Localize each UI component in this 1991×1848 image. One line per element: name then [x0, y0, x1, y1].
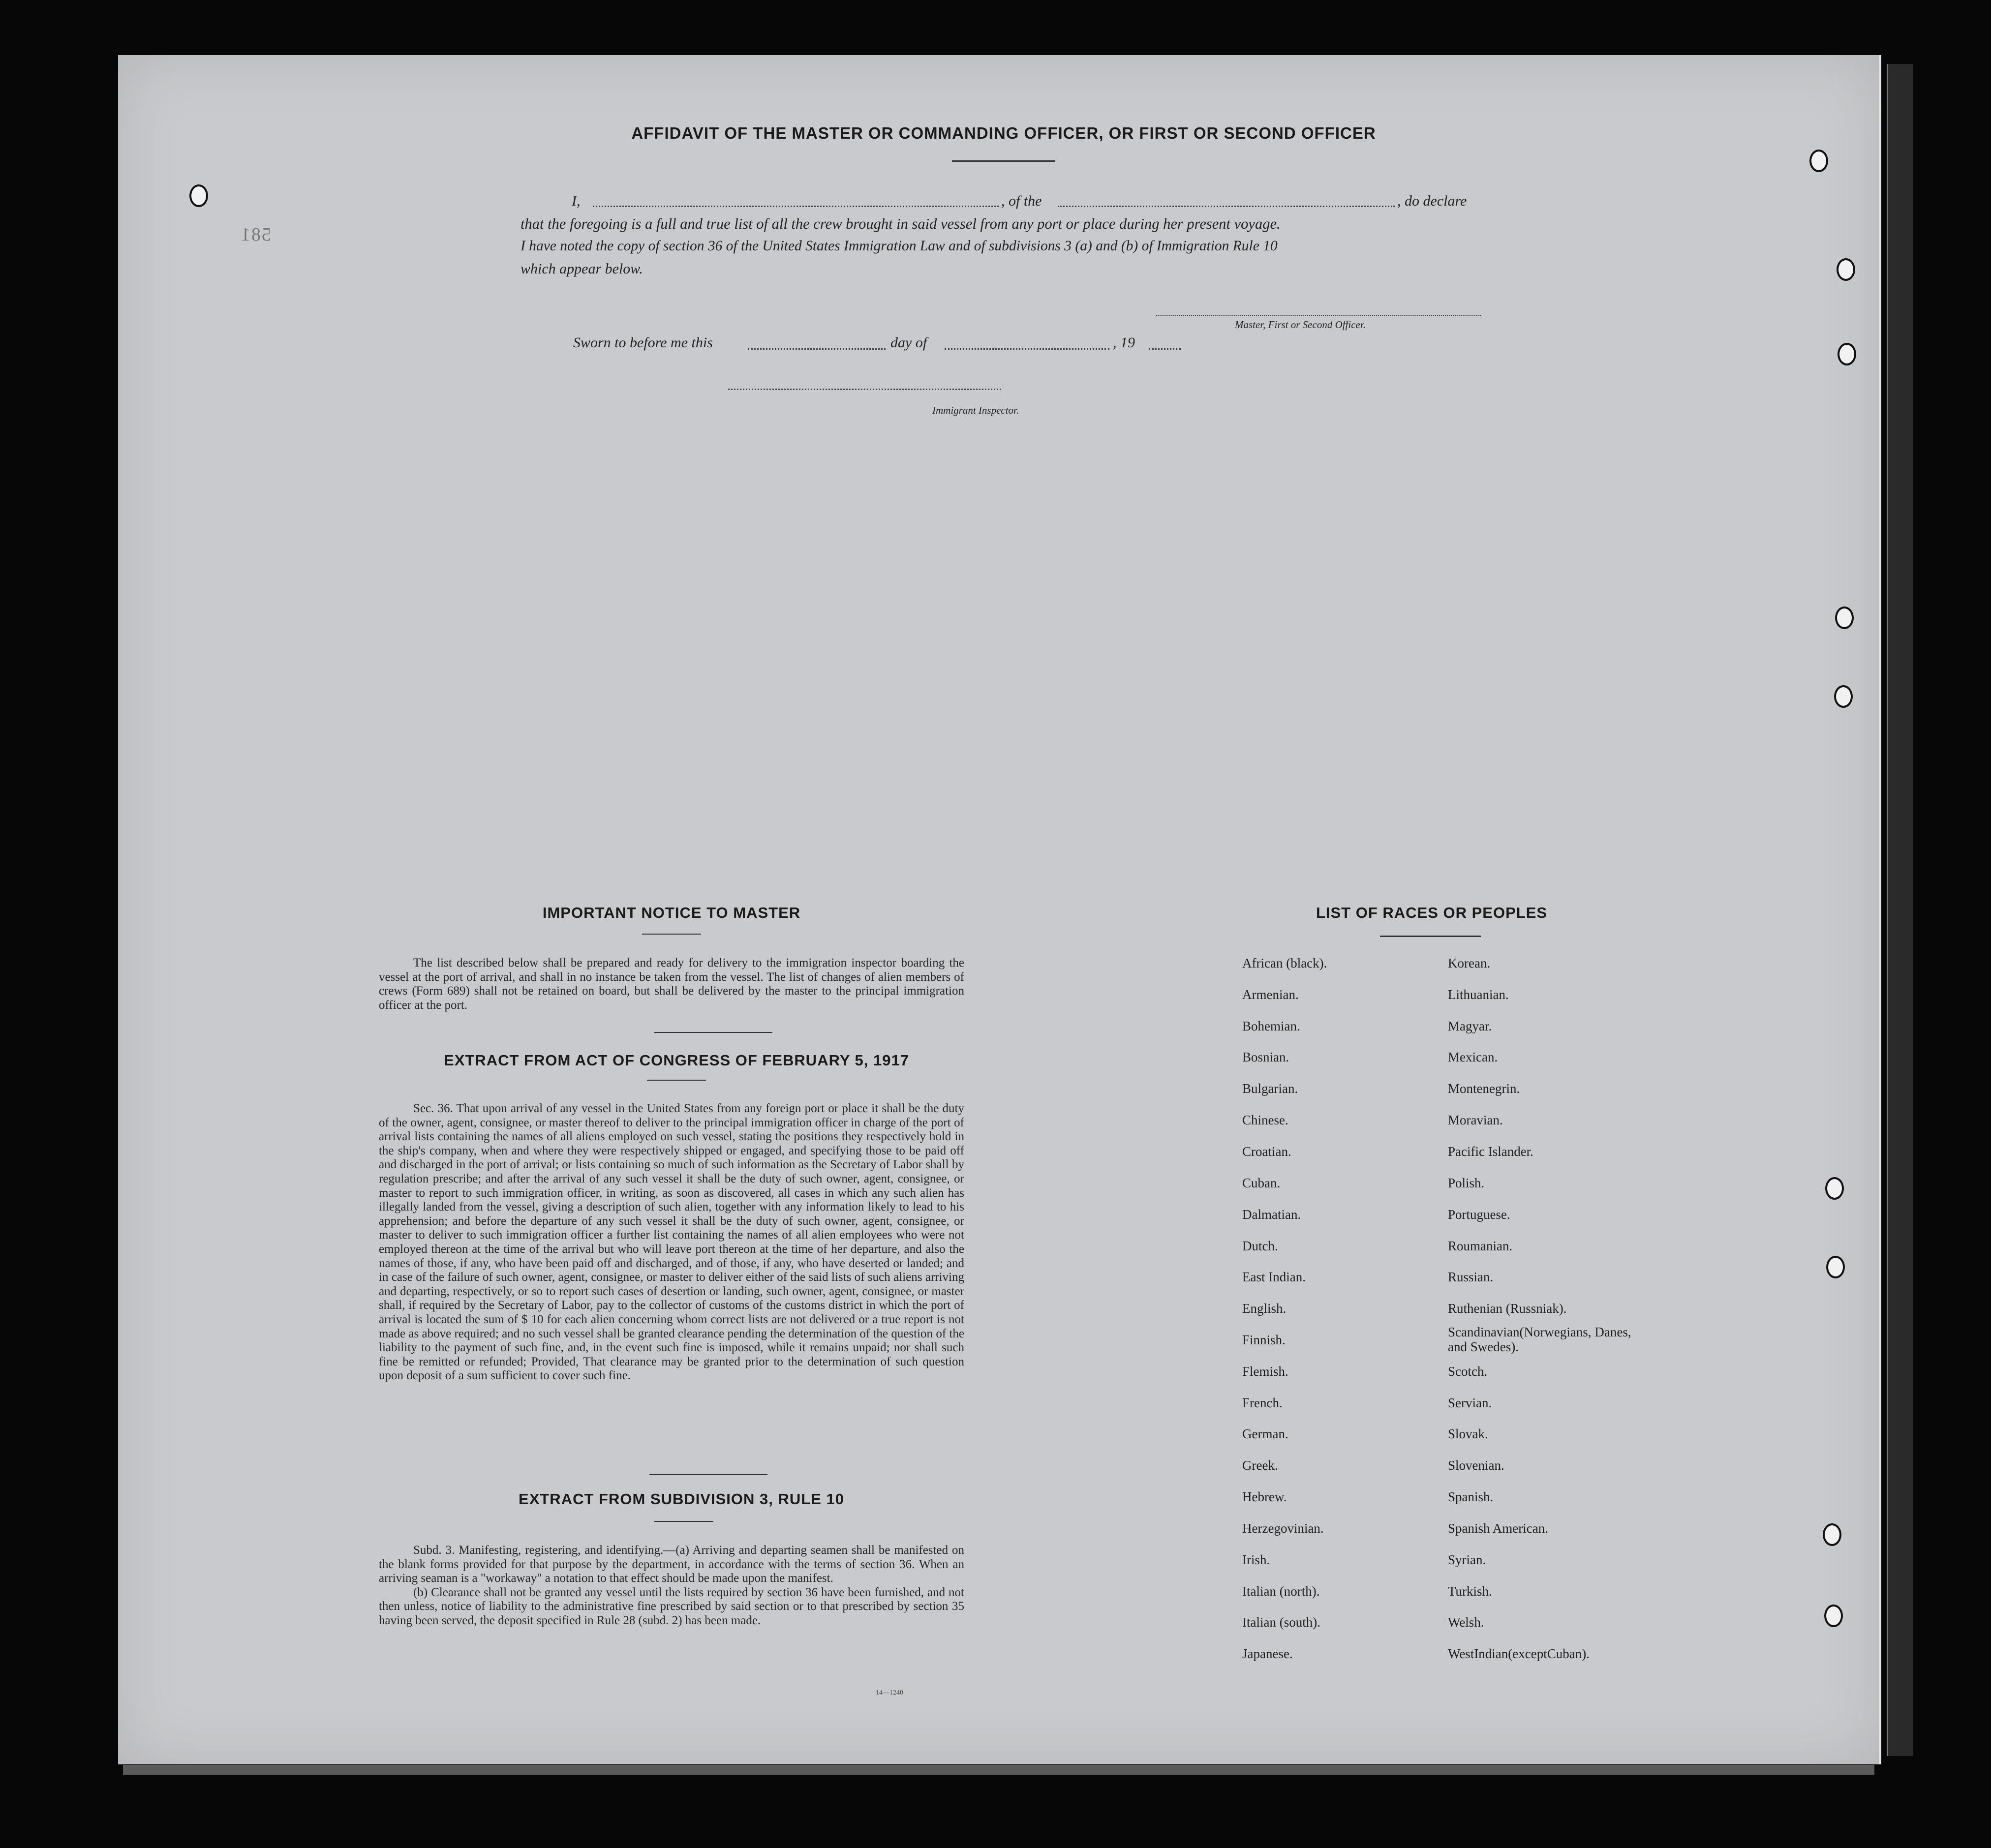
- handwritten-page-number: 581: [240, 224, 271, 245]
- notice-title-rule: [642, 934, 701, 935]
- race-item: Herzegovinian.: [1242, 1521, 1324, 1536]
- punch-hole: [189, 184, 208, 207]
- race-item: Cuban.: [1242, 1176, 1281, 1190]
- declaration-line-3: I have noted the copy of section 36 of the United States Immigration Law and of subdivisions 3 (a) and (b) of Immigration Rule 10: [521, 238, 1278, 254]
- race-item: French.: [1242, 1395, 1283, 1410]
- race-item: African (black).: [1242, 956, 1327, 970]
- race-item: Roumanian.: [1448, 1239, 1513, 1253]
- race-item: Russian.: [1448, 1270, 1494, 1284]
- races-title-rule: [1380, 936, 1481, 937]
- race-item: Finnish.: [1242, 1333, 1286, 1347]
- race-item: Flemish.: [1242, 1364, 1288, 1379]
- race-item: Croatian.: [1242, 1144, 1291, 1159]
- race-item: Ruthenian (Russniak).: [1448, 1301, 1567, 1316]
- form-number: 14—1240: [876, 1689, 903, 1697]
- signature-caption: Master, First or Second Officer.: [1235, 319, 1366, 331]
- race-item: Slovenian.: [1448, 1458, 1504, 1473]
- notice-text: [379, 956, 964, 1012]
- sworn-day-of-label: day of: [890, 334, 927, 351]
- race-item: Korean.: [1448, 956, 1491, 970]
- punch-hole: [1825, 1177, 1844, 1200]
- form-page: [118, 55, 1881, 1764]
- punch-hole: [1834, 685, 1853, 708]
- race-item: Bohemian.: [1242, 1019, 1300, 1033]
- rule-title-rule: [654, 1521, 713, 1522]
- race-item: Chinese.: [1242, 1113, 1288, 1127]
- sworn-day-blank[interactable]: [748, 348, 886, 350]
- race-item: Pacific Islander.: [1448, 1144, 1533, 1159]
- race-item: Dalmatian.: [1242, 1207, 1301, 1222]
- punch-hole: [1835, 606, 1854, 629]
- race-item: Greek.: [1242, 1458, 1278, 1473]
- page-bottom-edge: [123, 1765, 1874, 1775]
- of-the-label: , of the: [1001, 193, 1042, 209]
- race-item: Scotch.: [1448, 1364, 1488, 1379]
- race-item: Polish.: [1448, 1176, 1485, 1190]
- race-item: Moravian.: [1448, 1113, 1503, 1127]
- declaration-line-4: which appear below.: [521, 261, 643, 277]
- rule-title: EXTRACT FROM SUBDIVISION 3, RULE 10: [519, 1490, 844, 1508]
- race-item: Scandinavian(Norwegians, Danes, and Swedes).: [1448, 1325, 1631, 1354]
- race-item: Irish.: [1242, 1552, 1270, 1567]
- race-item: Italian (south).: [1242, 1615, 1320, 1630]
- affidavit-title-rule: [952, 160, 1055, 162]
- sworn-label: Sworn to before me this: [573, 334, 713, 351]
- race-item: Mexican.: [1448, 1050, 1498, 1064]
- vessel-blank[interactable]: [1058, 206, 1395, 207]
- declaration-line-2: that the foregoing is a full and true list of all the crew brought in said vessel from any port or place during her present voyage.: [521, 215, 1281, 232]
- declaration-i: I,: [572, 193, 581, 209]
- inspector-signature-line[interactable]: [728, 389, 1001, 390]
- race-item: Montenegrin.: [1448, 1081, 1520, 1096]
- sworn-month-blank[interactable]: [945, 348, 1109, 350]
- inspector-caption: Immigrant Inspector.: [932, 404, 1019, 416]
- sworn-year-blank[interactable]: [1149, 348, 1181, 350]
- notice-paragraph: The list described below shall be prepared and ready for delivery to the immigration inspector boarding the vessel at the port of arrival, and shall in no instance be taken from the vessel. The list of changes of alien members of crews (Form 689) shall not be retained on board, but shall be delivered by the master to the principal immigration officer at the port.: [379, 956, 964, 1012]
- act-title: EXTRACT FROM ACT OF CONGRESS OF FEBRUARY 5, 1917: [444, 1052, 909, 1069]
- punch-hole: [1826, 1256, 1845, 1278]
- race-item: WestIndian(exceptCuban).: [1448, 1646, 1590, 1661]
- name-blank[interactable]: [593, 206, 999, 207]
- races-title: LIST OF RACES OR PEOPLES: [1316, 904, 1548, 921]
- race-item: Slovak.: [1448, 1426, 1488, 1441]
- act-title-rule: [647, 1080, 706, 1081]
- race-item: Portuguese.: [1448, 1207, 1510, 1222]
- race-item: East Indian.: [1242, 1270, 1306, 1284]
- race-item: English.: [1242, 1301, 1286, 1316]
- punch-hole: [1837, 258, 1855, 281]
- race-item: Syrian.: [1448, 1552, 1486, 1567]
- sworn-year-label: , 19: [1113, 334, 1135, 351]
- act-section-36: [379, 1102, 964, 1383]
- act-rule: [649, 1474, 767, 1475]
- declaration-line-1: [572, 193, 581, 210]
- rule-subdivision-3: [379, 1544, 964, 1628]
- punch-hole: [1824, 1605, 1843, 1627]
- notice-rule: [654, 1032, 772, 1033]
- race-item: Servian.: [1448, 1395, 1492, 1410]
- race-item: Welsh.: [1448, 1615, 1484, 1630]
- punch-hole: [1823, 1523, 1841, 1546]
- race-item: Bulgarian.: [1242, 1081, 1298, 1096]
- signature-line[interactable]: [1156, 315, 1481, 316]
- race-item: Japanese.: [1242, 1646, 1293, 1661]
- race-item: Dutch.: [1242, 1239, 1278, 1253]
- punch-hole: [1809, 150, 1828, 172]
- punch-hole: [1838, 343, 1856, 365]
- rule-paragraph-a: Subd. 3. Manifesting, registering, and identifying.—(a) Arriving and departing seamen shall be manifested on the blank forms provided for that purpose by the department, in accordance with the terms of section 36. When an arriving seaman is a "workaway" a notation to that effect should be made upon the manifest.: [379, 1544, 964, 1585]
- race-item: Armenian.: [1242, 987, 1299, 1002]
- race-item: Spanish American.: [1448, 1521, 1548, 1536]
- race-item: Spanish.: [1448, 1489, 1494, 1504]
- affidavit-title: AFFIDAVIT OF THE MASTER OR COMMANDING OFFICER, OR FIRST OR SECOND OFFICER: [631, 124, 1376, 142]
- race-item: German.: [1242, 1426, 1288, 1441]
- do-declare-label: , do declare: [1397, 193, 1467, 209]
- race-item: Bosnian.: [1242, 1050, 1289, 1064]
- underlying-page-edge: [1887, 64, 1913, 1756]
- rule-paragraph-b: (b) Clearance shall not be granted any vessel until the lists required by section 36 have been furnished, and not then unless, notice of liability to the administrative fine prescribed by said section or to that prescribed by section 35 having been served, the deposit specified in Rule 28 (subd. 2) has been made.: [379, 1585, 964, 1627]
- race-item: Magyar.: [1448, 1019, 1492, 1033]
- race-item: Lithuanian.: [1448, 987, 1509, 1002]
- race-item: Hebrew.: [1242, 1489, 1287, 1504]
- race-item: Italian (north).: [1242, 1584, 1320, 1599]
- act-paragraph: Sec. 36. That upon arrival of any vessel in the United States from any foreign port or place it shall be the duty of the owner, agent, consignee, or master thereof to deliver to the principal immigration officer in charge of the port of arrival lists containing the names of all aliens employed on such vessel, stating the positions they respectively hold in the ship's company, when and where they were respectively shipped or engaged, and specifying those to be paid off and discharged in the port of arrival; or lists containing so much of such information as the Secretary of Labor shall by regulation prescribe; and after the arrival of any such vessel it shall be the duty of such owner, agent, consignee, or master to report to such immigration officer, in writing, as soon as discovered, all cases in which any such alien has illegally landed from the vessel, giving a description of such alien, together with any information likely to lead to his apprehension; and before the departure of any such vessel it shall be the duty of such owner, agent, consignee, or master to deliver to such immigration officer a further list containing the names of all alien employees who were not employed thereon at the time of the arrival but who will leave port thereon at the time of her departure, and also the names of those, if any, who have been paid off and discharged, and of those, if any, who have deserted or landed; and in case of the failure of such owner, agent, consignee, or master to deliver either of the said lists of such aliens arriving and departing, respectively, or so to report such cases of desertion or landing, such owner, agent, consignee, or master shall, if required by the Secretary of Labor, pay to the collector of customs of the customs district in which the port of arrival is located the sum of $ 10 for each alien concerning whom correct lists are not delivered or a true report is not made as above required; and no such vessel shall be granted clearance pending the determination of the question of the liability to the payment of such fine, and, in the event such fine is imposed, while it remains unpaid; nor shall such fine be remitted or refunded; Provided, That clearance may be granted prior to the determination of such question upon deposit of a sum sufficient to cover such fine.: [379, 1102, 964, 1383]
- notice-title: IMPORTANT NOTICE TO MASTER: [542, 904, 801, 921]
- race-item: Turkish.: [1448, 1584, 1492, 1599]
